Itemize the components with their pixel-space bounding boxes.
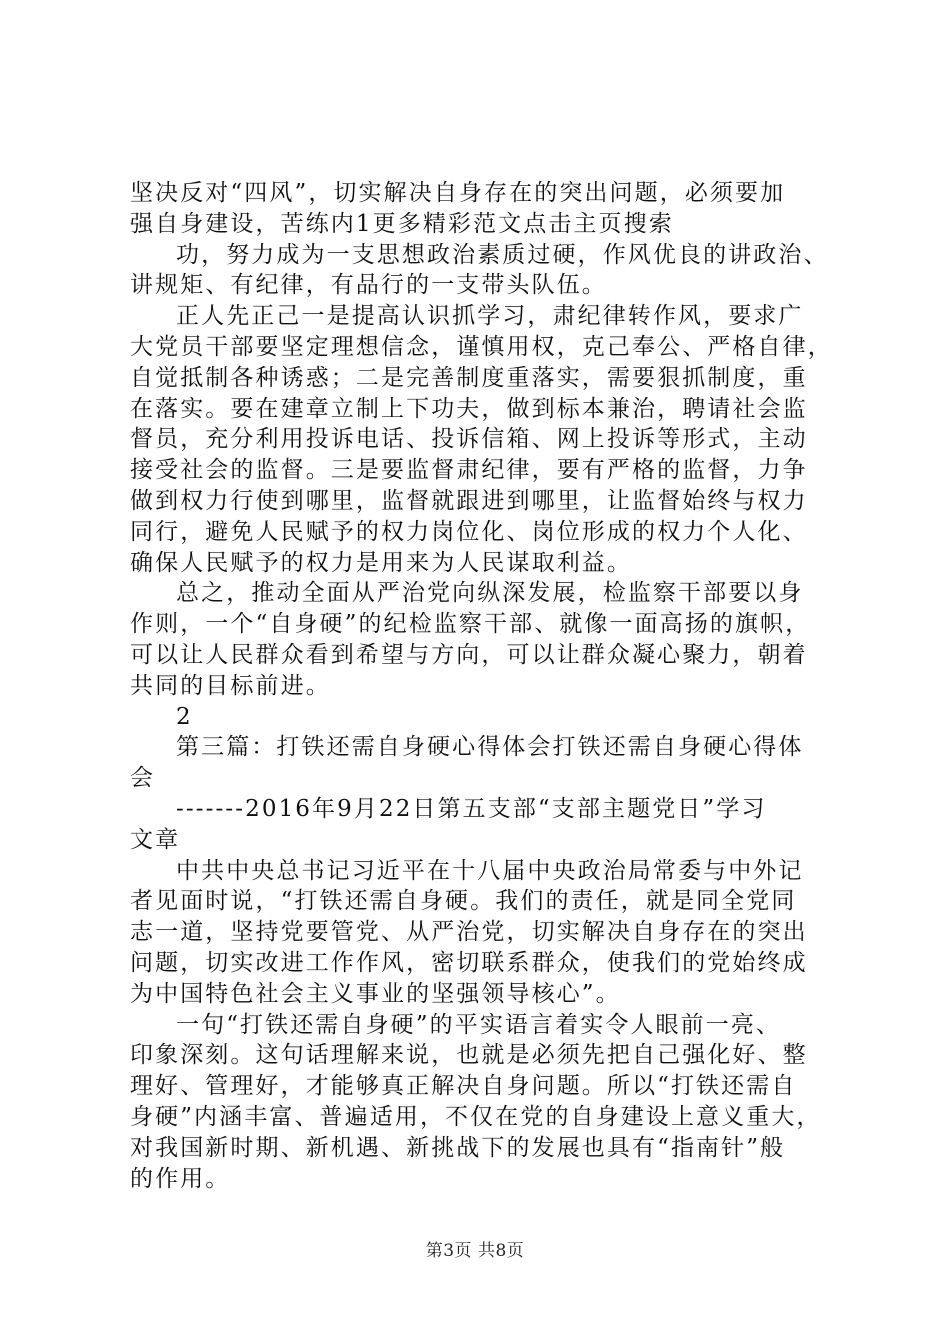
- text-line: 同行，避免人民赋予的权力岗位化、岗位形成的权力个人化、: [130, 518, 808, 545]
- text-line: 自觉抵制各种诱惑；二是完善制度重落实，需要狠抓制度，重: [130, 364, 808, 391]
- text-line: 理好、管理好，才能够真正解决自身问题。所以“打铁还需自: [130, 1073, 797, 1100]
- article-subtitle: -------2016年9月22日第五支部“支部主题党日”学习: [176, 795, 767, 822]
- text-line: 做到权力行使到哪里，监督就跟进到哪里，让监督始终与权力: [130, 487, 808, 514]
- text-line: 确保人民赋予的权力是用来为人民谋取利益。: [130, 549, 632, 576]
- text-line: 接受社会的监督。三是要监督肃纪律，要有严格的监督，力争: [130, 457, 808, 484]
- text-line: 强自身建设，苦练内1更多精彩范文点击主页搜索: [130, 210, 674, 237]
- article-subtitle-continuation: 文章: [130, 826, 181, 853]
- text-line: 中共中央总书记习近平在十八届中央政治局常委与中外记: [176, 857, 804, 884]
- text-line: 问题，切实改进工作作风，密切联系群众，使我们的党始终成: [130, 949, 808, 976]
- text-line: 印象深刻。这句话理解来说，也就是必须先把自己强化好、整: [130, 1042, 808, 1069]
- section-heading-continuation: 会: [130, 765, 156, 792]
- text-line: 者见面时说，“打铁还需自身硬。我们的责任，就是同全党同: [130, 888, 797, 915]
- text-line: 作则，一个“自身硬”的纪检监察干部、就像一面高扬的旗帜，: [130, 611, 811, 638]
- text-line: 为中国特色社会主义事业的坚强领导核心”。: [130, 980, 621, 1007]
- text-line: 对我国新时期、新机遇、新挑战下的发展也具有“指南针”般: [130, 1134, 786, 1161]
- section-heading: 第三篇：打铁还需自身硬心得体会打铁还需自身硬心得体: [176, 734, 804, 761]
- text-line: 的作用。: [130, 1165, 231, 1192]
- text-line: 一句“打铁还需自身硬”的平实语言着实令人眼前一亮、: [176, 1011, 782, 1038]
- page-number-inline: 2: [176, 703, 193, 730]
- page-footer: [0, 1240, 950, 1262]
- text-line: 坚决反对“四风”，切实解决自身存在的突出问题，必须要加: [130, 180, 786, 206]
- document-body: [130, 178, 833, 1194]
- text-line: 督员，充分利用投诉电话、投诉信箱、网上投诉等形式，主动: [130, 426, 808, 453]
- text-line: 功，努力成为一支思想政治素质过硬，作风优良的讲政治、: [176, 241, 829, 268]
- text-line: 身硬”内涵丰富、普遍适用，不仅在党的自身建设上意义重大，: [130, 1103, 822, 1130]
- text-line: 共同的目标前进。: [130, 672, 331, 699]
- text-line: 大党员干部要坚定理想信念，谨慎用权，克己奉公、严格自律，: [130, 333, 833, 360]
- text-line: 在落实。要在建章立制上下功夫，做到标本兼治，聘请社会监: [130, 395, 808, 422]
- page-count-label: 第3页 共8页: [425, 1241, 525, 1261]
- text-line: 可以让人民群众看到希望与方向，可以让群众凝心聚力，朝着: [130, 641, 808, 668]
- text-line: 志一道，坚持党要管党、从严治党，切实解决自身存在的突出: [130, 919, 808, 946]
- text-line: 总之，推动全面从严治党向纵深发展，检监察干部要以身: [176, 580, 804, 607]
- text-line: 正人先正己一是提高认识抓学习，肃纪律转作风，要求广: [176, 303, 804, 330]
- text-line: 讲规矩、有纪律，有品行的一支带头队伍。: [130, 272, 607, 299]
